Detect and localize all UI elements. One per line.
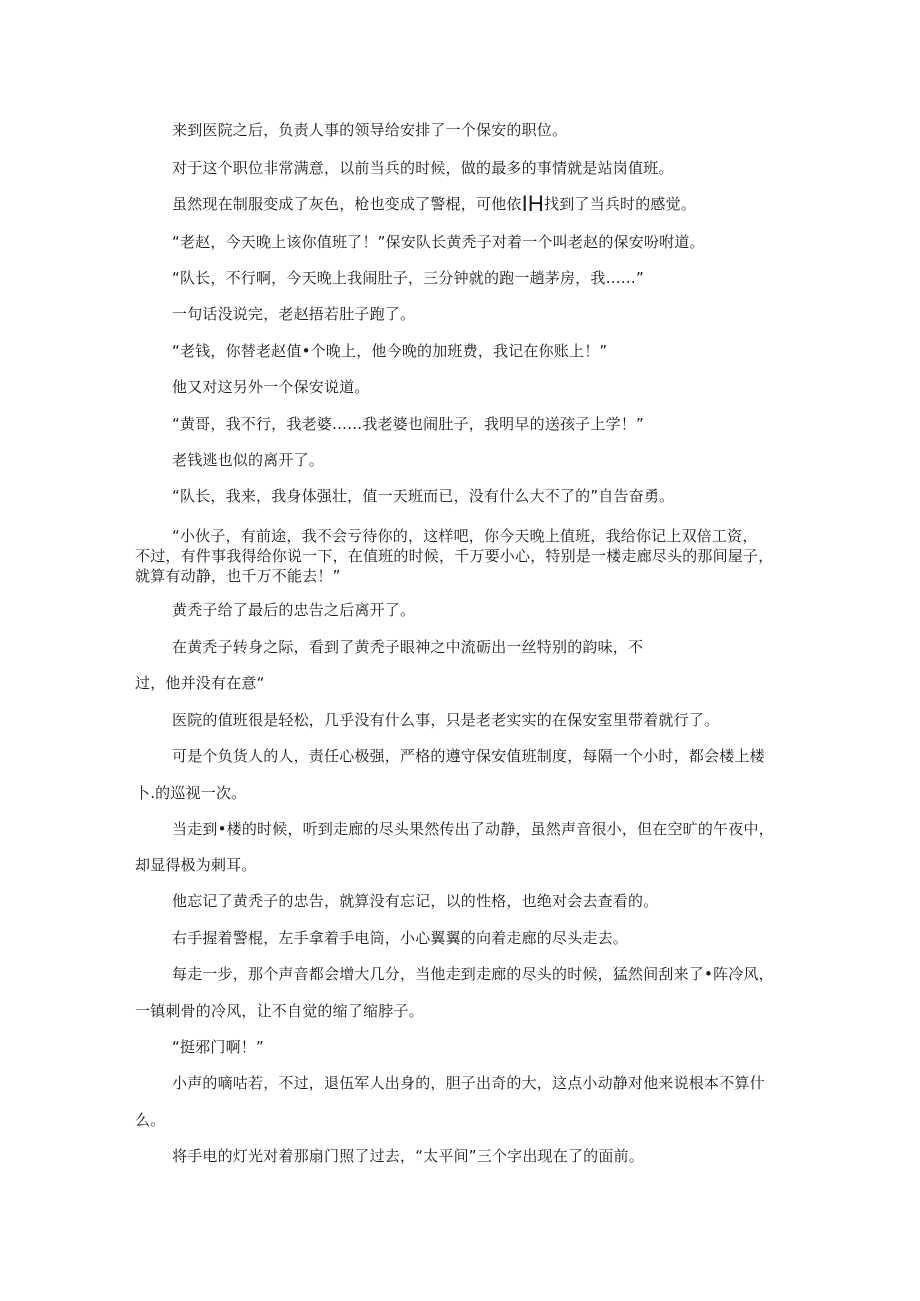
text-line: 黄秃子给了最后的忠告之后离开了。 xyxy=(172,601,416,619)
text-line: 卜.的巡视一次。 xyxy=(135,784,247,802)
text-line: 医院的值班很是轻松，几乎没有什么事，只是老老实实的在保安室里带着就行了。 xyxy=(172,711,720,729)
text-line: 可是个负货人的人，责任心极强，严格的遵守保安值班制度，每隔一个小时，都会楼上楼 xyxy=(172,747,765,765)
text-line: 小声的嘀咕若，不过，退伍军人出身的，胆子出奇的大，这点小动静对他来说根本不算什 xyxy=(172,1074,765,1092)
text-line: 当走到•楼的时候，听到走廊的尽头果然传出了动静，虽然声音很小，但在空旷的午夜中， xyxy=(172,820,774,838)
text-line: 老钱逃也似的离开了。 xyxy=(172,451,325,469)
text-line: 来到医院之后，负责人事的领导给安排了一个保安的职位。 xyxy=(172,121,568,139)
text-line: 将手电的灯光对着那扇门照了过去，“太平间”三个字出现在了的面前。 xyxy=(172,1147,644,1165)
text-line: “小伙子，有前途，我不会亏待你的，这样吧，你今天晚上值班，我给你记上双倍工资， xyxy=(172,527,758,545)
text-line: “挺邪门啊！” xyxy=(172,1038,264,1056)
text-line: 却显得极为刺耳。 xyxy=(135,856,257,874)
text-fragment: 虽然现在制服变成了灰色，枪也变成了警棍，可他依 xyxy=(172,195,522,213)
text-fragment: 找到了当兵时的感觉。 xyxy=(544,195,697,213)
scan-artifact-text: IH xyxy=(521,191,545,216)
text-line xyxy=(172,191,697,216)
text-line: “队长，我来，我身体强壮，值一天班而已，没有什么大不了的”自告奋勇。 xyxy=(172,487,675,505)
text-line: 每走一步，那个声音都会增大几分，当他走到走廊的尽头的时候，猛然间刮来了•阵冷风， xyxy=(172,965,774,983)
text-line: 过，他并没有在意“ xyxy=(135,674,265,692)
text-line: 不过，有件事我得给你说一下，在值班的时候，千万要小心，特别是一楼走廊尽头的那间屋子， xyxy=(135,547,774,565)
text-line: “老赵，今天晚上该你值班了！”保安队长黄秃子对着一个叫老赵的保安吩咐道。 xyxy=(172,233,705,251)
text-line: “队长，不行啊，今天晚上我闹肚子，三分钟就的跑一趟茅房，我……” xyxy=(172,269,644,287)
text-line: 对于这个职位非常满意，以前当兵的时候，做的最多的事情就是站岗值班。 xyxy=(172,159,674,177)
text-line: 右手握着警棍，左手拿着手电筒，小心翼翼的向着走廊的尽头走去。 xyxy=(172,929,629,947)
text-line: 在黄秃子转身之际，看到了黄秃子眼神之中流砺出一丝特别的韵味，不 xyxy=(172,638,644,656)
text-line: 一镇刺骨的冷风，让不自觉的缩了缩脖子。 xyxy=(135,1002,424,1020)
text-line: 他又对这另外一个保安说道。 xyxy=(172,378,370,396)
text-line: “黄哥，我不行，我老婆……我老婆也闹肚子，我明早的送孩子上学！” xyxy=(172,415,644,433)
text-line: 他忘记了黄秃子的忠告，就算没有忘记，以的性格，也绝对会去查看的。 xyxy=(172,892,659,910)
text-line: 就算有动静，也千万不能去！” xyxy=(135,567,341,585)
text-line: 么。 xyxy=(135,1111,166,1129)
text-line: “老钱，你替老赵值•个晚上，他今晚的加班费，我记在你账上！” xyxy=(172,342,608,360)
text-line: 一句话没说完，老赵捂若肚子跑了。 xyxy=(172,305,416,323)
